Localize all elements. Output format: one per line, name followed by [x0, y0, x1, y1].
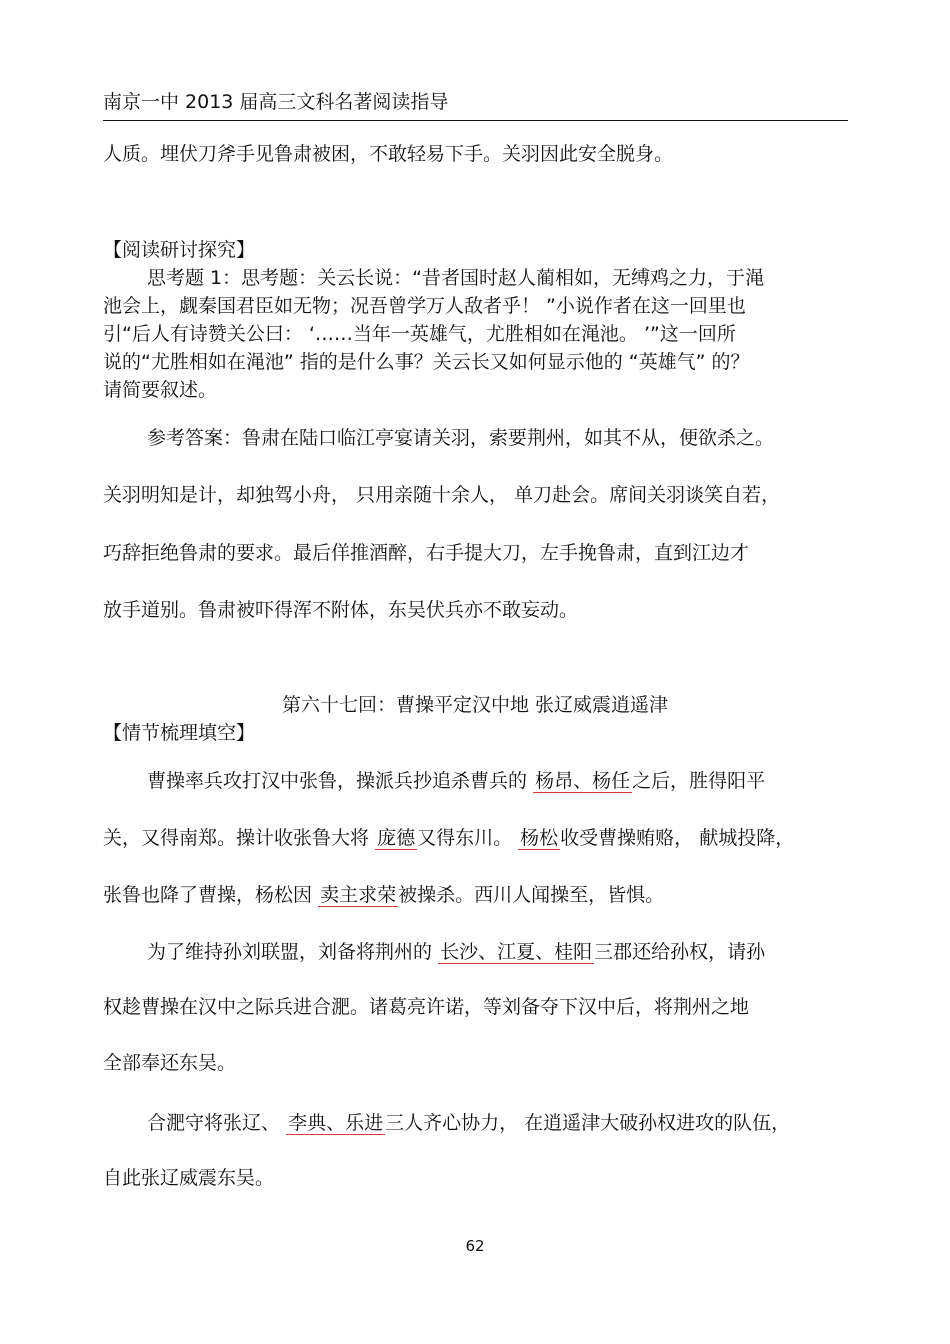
text-segment: 曹操率兵攻打汉中张鲁，操派兵抄追杀曹兵的	[147, 770, 528, 792]
text-segment: 三郡还给孙权，请孙	[594, 941, 766, 963]
text-segment: 又得东川。	[417, 827, 513, 849]
plot-p1-line-2	[103, 826, 794, 850]
answer-line-2: 关羽明知是计，却独驾小舟， 只用亲随十余人， 单刀赴会。席间关羽谈笑自若，	[103, 484, 781, 506]
question-line-4: 说的“尤胜相如在渑池” 指的是什么事？关云长又如何显示他的 “英雄气” 的？	[103, 351, 750, 373]
text-segment: 被操杀。西川人闻操至，皆惧。	[398, 884, 665, 906]
text-segment: 三人齐心协力， 在逍遥津大破孙权进攻的队伍，	[385, 1112, 791, 1134]
text-segment: 关，又得南郑。操计收张鲁大将	[103, 827, 370, 849]
text-segment: 之后，胜得阳平	[632, 770, 766, 792]
section-heading: 【情节梳理填空】	[103, 722, 256, 744]
question-line-3: 引“后人有诗赞关公曰： ‘……当年一英雄气，尤胜相如在渑池。 ’”这一回所	[103, 323, 736, 345]
fill-answer: 李典、乐进	[288, 1112, 384, 1134]
chapter-title: 第六十七回：曹操平定汉中地 张辽威震逍遥津	[281, 694, 669, 716]
fill-answer: 庞德	[377, 827, 416, 849]
plot-p2-line-1	[147, 940, 765, 964]
plot-p3-line-1	[147, 1111, 790, 1135]
research-heading: 【阅读研讨探究】	[103, 239, 256, 261]
answer-line-3: 巧辞拒绝鲁肃的要求。最后佯推酒醉，右手提大刀，左手挽鲁肃，直到江边才	[103, 542, 750, 564]
header-rule	[103, 120, 848, 121]
plot-p1-line-3	[103, 883, 664, 907]
text-segment: 为了维持孙刘联盟，刘备将荆州的	[147, 941, 433, 963]
question-line-1: 思考题 1：思考题：关云长说：“昔者国时赵人蔺相如，无缚鸡之力，于渑	[147, 267, 764, 289]
fill-answer: 长沙、江夏、桂阳	[440, 941, 593, 963]
fill-answer: 杨松	[520, 827, 559, 849]
text-segment: 收受曹操贿赂， 献城投降，	[560, 827, 795, 849]
answer-line-4: 放手道别。鲁肃被吓得浑不附体，东吴伏兵亦不敢妄动。	[103, 599, 579, 621]
plot-p1-line-1	[147, 769, 765, 793]
fill-answer: 卖主求荣	[320, 884, 397, 906]
question-line-2: 池会上，觑秦国君臣如无物；况吾曾学万人敌者乎！ ”小说作者在这一回里也	[103, 295, 746, 317]
page-number: 62	[465, 1237, 485, 1255]
page-header: 南京一中 2013 届高三文科名著阅读指导	[103, 91, 449, 113]
text-segment: 张鲁也降了曹操，杨松因	[103, 884, 313, 906]
answer-line-1: 参考答案：鲁肃在陆口临江亭宴请关羽，索要荆州，如其不从，便欲杀之。	[147, 427, 775, 449]
text-segment: 合淝守将张辽、	[147, 1112, 281, 1134]
continued-text-line: 人质。埋伏刀斧手见鲁肃被困，不敢轻易下手。关羽因此安全脱身。	[103, 143, 674, 165]
fill-answer: 杨昂、杨任	[535, 770, 631, 792]
plot-p2-line-3: 全部奉还东吴。	[103, 1052, 237, 1074]
plot-p3-line-2: 自此张辽威震东吴。	[103, 1167, 275, 1189]
plot-p2-line-2: 权趁曹操在汉中之际兵进合淝。诸葛亮许诺，等刘备夺下汉中后，将荆州之地	[103, 996, 750, 1018]
question-line-5: 请简要叙述。	[103, 379, 218, 401]
